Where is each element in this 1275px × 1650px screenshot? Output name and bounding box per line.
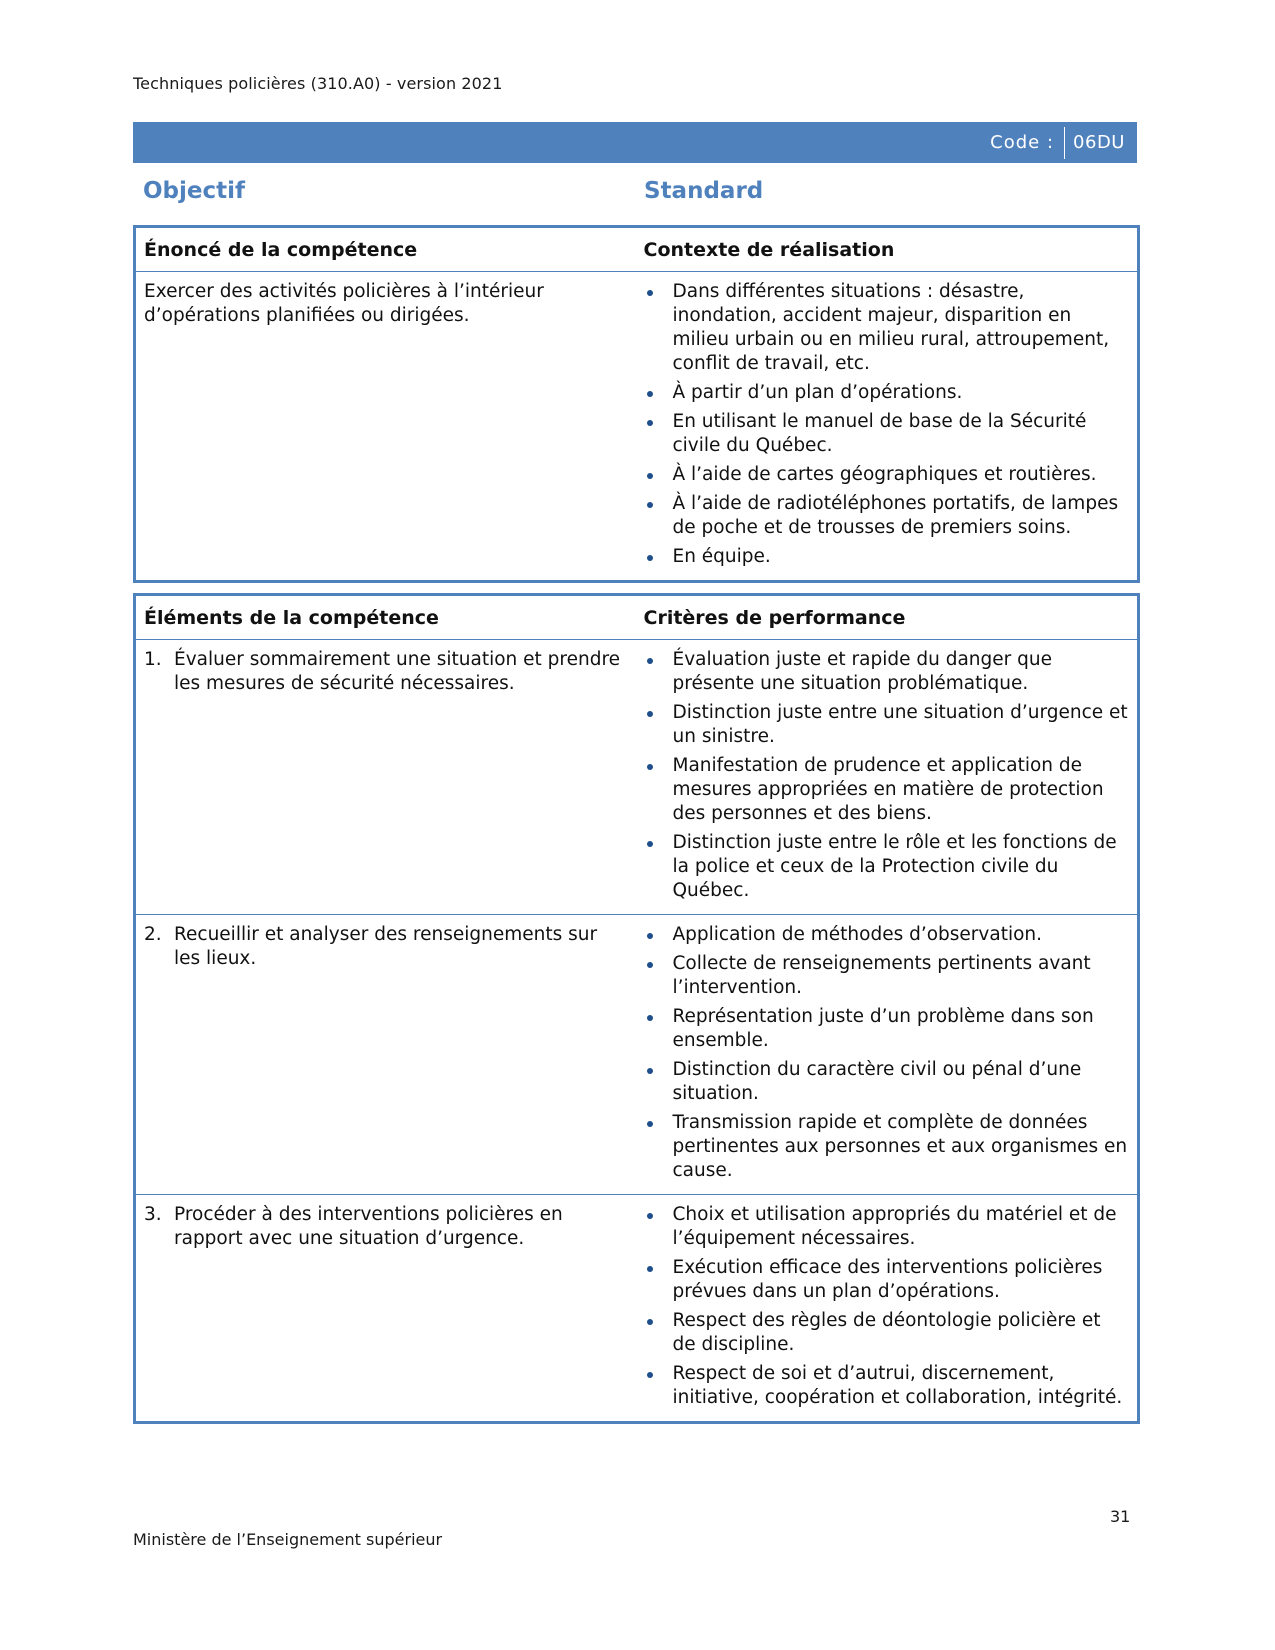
footer-ministry: Ministère de l’Enseignement supérieur <box>133 1530 443 1549</box>
list-item: À partir d’un plan d’opérations. <box>643 381 1130 405</box>
criteria-list <box>643 923 1130 1183</box>
list-item: Représentation juste d’un problème dans son ensemble. <box>643 1005 1130 1053</box>
list-item: À l’aide de radiotéléphones portatifs, de lampes de poche et de trousses de premiers soins. <box>643 492 1130 540</box>
list-item: Évaluation juste et rapide du danger que présente une situation problématique. <box>643 648 1130 696</box>
list-item: Transmission rapide et complète de données pertinentes aux personnes et aux organismes en cause. <box>643 1111 1130 1183</box>
running-header: Techniques policières (310.A0) - version 2021 <box>133 74 503 93</box>
list-item: En utilisant le manuel de base de la Sécurité civile du Québec. <box>643 410 1130 458</box>
list-item: Manifestation de prudence et application de mesures appropriées en matière de protection des personnes et des biens. <box>643 754 1130 826</box>
list-item: Respect de soi et d’autrui, discernement, initiative, coopération et collaboration, intégrité. <box>643 1362 1130 1410</box>
bullet-icon <box>647 1266 653 1272</box>
bullet-icon <box>647 391 653 397</box>
header-criteres: Critères de performance <box>635 595 1139 640</box>
competency-elements-table <box>133 593 1140 1424</box>
element-cell <box>135 640 635 915</box>
bullet-icon <box>647 841 653 847</box>
bullet-icon <box>647 555 653 561</box>
bullet-icon <box>647 1015 653 1021</box>
bullet-icon <box>647 764 653 770</box>
context-list <box>643 280 1130 569</box>
bullet-icon <box>647 1319 653 1325</box>
bullet-icon <box>647 290 653 296</box>
bullet-icon <box>647 1213 653 1219</box>
list-item: Choix et utilisation appropriés du matériel et de l’équipement nécessaires. <box>643 1203 1130 1251</box>
list-item: Respect des règles de déontologie policière et de discipline. <box>643 1309 1130 1357</box>
element-text: Évaluer sommairement une situation et prendre les mesures de sécurité nécessaires. <box>174 649 621 694</box>
competency-statement-table <box>133 225 1140 583</box>
list-item: En équipe. <box>643 545 1130 569</box>
context-cell <box>635 272 1139 582</box>
element-text: Procéder à des interventions policières en rapport avec une situation d’urgence. <box>174 1204 563 1249</box>
element-text: Recueillir et analyser des renseignements sur les lieux. <box>174 924 598 969</box>
list-item: Distinction du caractère civil ou pénal d’une situation. <box>643 1058 1130 1106</box>
table-row <box>135 1195 1139 1423</box>
header-elements: Éléments de la compétence <box>135 595 635 640</box>
list-item: À l’aide de cartes géographiques et routières. <box>643 463 1130 487</box>
code-label: Code : <box>990 132 1055 153</box>
table-row <box>135 915 1139 1195</box>
section-title-standard: Standard <box>644 178 764 204</box>
list-item: Exécution efficace des interventions policières prévues dans un plan d’opérations. <box>643 1256 1130 1304</box>
criteria-cell <box>635 915 1139 1195</box>
bullet-icon <box>647 658 653 664</box>
page-number: 31 <box>1110 1507 1131 1526</box>
criteria-cell <box>635 1195 1139 1423</box>
element-cell <box>135 915 635 1195</box>
table-row <box>135 640 1139 915</box>
criteria-list <box>643 648 1130 903</box>
bullet-icon <box>647 420 653 426</box>
bullet-icon <box>647 933 653 939</box>
bullet-icon <box>647 711 653 717</box>
code-bar <box>133 122 1137 163</box>
bullet-icon <box>647 473 653 479</box>
list-item: Distinction juste entre une situation d’urgence et un sinistre. <box>643 701 1130 749</box>
element-number: 2. <box>144 924 162 945</box>
element-number: 3. <box>144 1204 162 1225</box>
criteria-cell <box>635 640 1139 915</box>
table-row <box>135 272 1139 582</box>
criteria-list <box>643 1203 1130 1410</box>
header-enonce: Énoncé de la compétence <box>135 227 635 272</box>
bullet-icon <box>647 1372 653 1378</box>
code-value: 06DU <box>1073 132 1125 153</box>
bullet-icon <box>647 1121 653 1127</box>
list-item: Dans différentes situations : désastre, inondation, accident majeur, disparition en milieu urbain ou en milieu rural, attroupement, conflit de travail, etc. <box>643 280 1130 376</box>
element-number: 1. <box>144 649 162 670</box>
section-title-objectif: Objectif <box>143 178 246 204</box>
element-cell <box>135 1195 635 1423</box>
list-item: Distinction juste entre le rôle et les fonctions de la police et ceux de la Protection civile du Québec. <box>643 831 1130 903</box>
bullet-icon <box>647 502 653 508</box>
competency-statement: Exercer des activités policières à l’intérieur d’opérations planifiées ou dirigées. <box>144 281 544 326</box>
list-item: Application de méthodes d’observation. <box>643 923 1130 947</box>
list-item: Collecte de renseignements pertinents avant l’intervention. <box>643 952 1130 1000</box>
bullet-icon <box>647 1068 653 1074</box>
header-contexte: Contexte de réalisation <box>635 227 1139 272</box>
bullet-icon <box>647 962 653 968</box>
